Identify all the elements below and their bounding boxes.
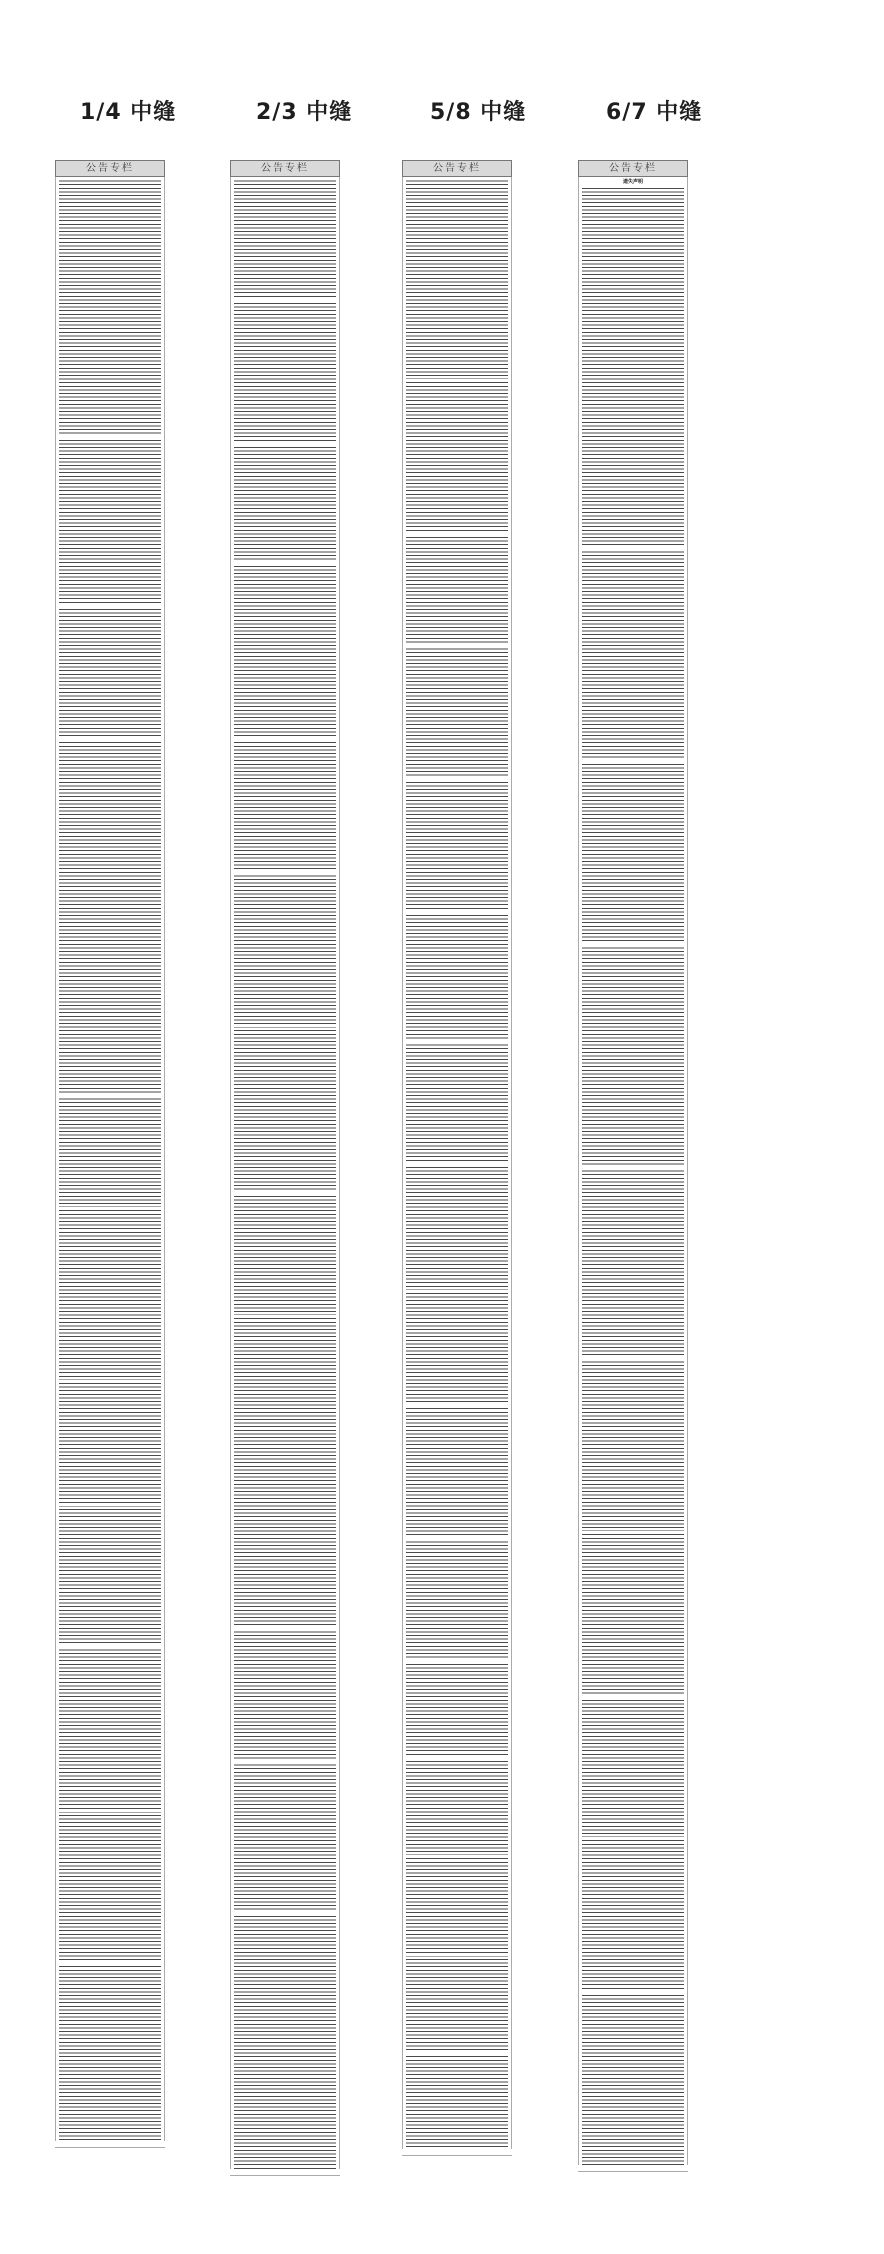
panel-text-body xyxy=(578,177,688,2165)
panel-text-body xyxy=(230,177,340,2169)
panel-title: 公告专栏 xyxy=(230,160,340,177)
lost-notice-subtitle: 遗失声明 xyxy=(579,179,687,186)
column-label-4: 6/7 中缝 xyxy=(606,100,703,125)
announcement-panel-1 xyxy=(55,160,165,2148)
announcement-panel-3 xyxy=(402,160,512,2156)
panel-text-body xyxy=(402,177,512,2149)
column-label-3: 5/8 中缝 xyxy=(430,100,527,125)
column-label-2: 2/3 中缝 xyxy=(256,100,353,125)
column-label-1: 1/4 中缝 xyxy=(80,100,177,125)
announcement-panel-4 xyxy=(578,160,688,2172)
panel-title: 公告专栏 xyxy=(578,160,688,177)
panel-text-body xyxy=(55,177,165,2141)
announcement-panel-2 xyxy=(230,160,340,2176)
panel-title: 公告专栏 xyxy=(402,160,512,177)
panel-title: 公告专栏 xyxy=(55,160,165,177)
